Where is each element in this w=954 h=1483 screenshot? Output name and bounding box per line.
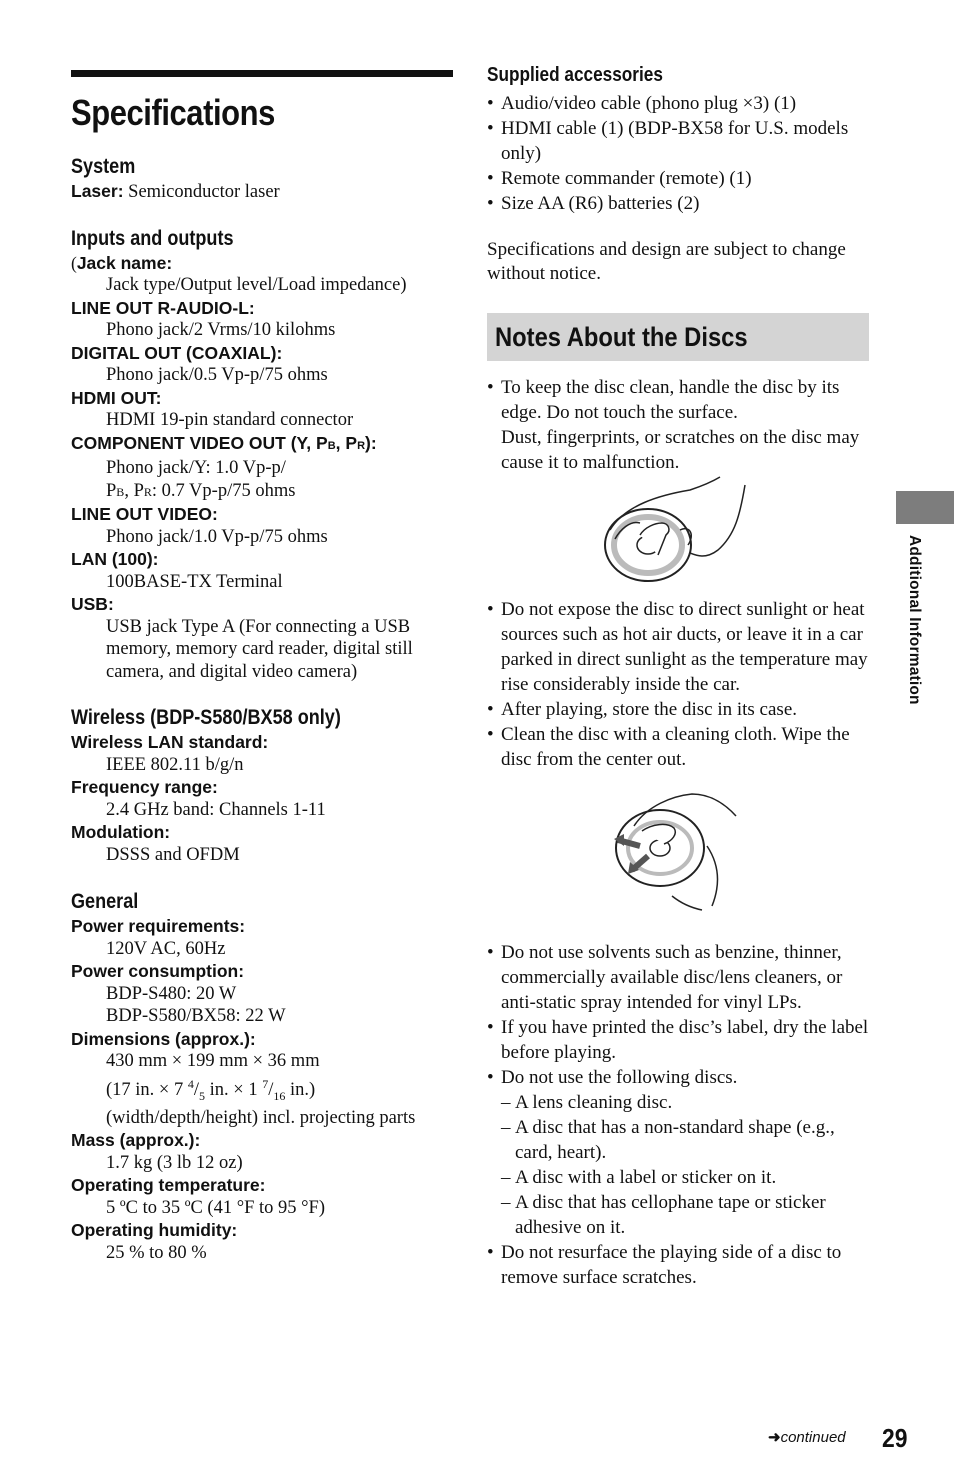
- disc-handling-illustration: [600, 475, 750, 587]
- usb-value: USB jack Type A (For connecting a USB memory, memory card reader, digital still camera, and digital video camera): [106, 616, 413, 682]
- modulation-value: DSSS and OFDM: [106, 844, 240, 865]
- accessories-list: [487, 91, 869, 216]
- system-heading: System: [71, 155, 136, 178]
- title-rule: [71, 70, 453, 77]
- dimensions-label: Dimensions (approx.):: [71, 1028, 256, 1049]
- accessories-heading: Supplied accessories: [487, 64, 663, 86]
- hdmi-out-label: HDMI OUT:: [71, 387, 162, 408]
- frequency-value: 2.4 GHz band: Channels 1-11: [106, 799, 326, 820]
- wireless-standard-value: IEEE 802.11 b/g/n: [106, 754, 244, 775]
- io-section: [71, 226, 453, 684]
- wireless-section: [71, 705, 453, 866]
- note-item: • To keep the disc clean, handle the disc by its edge. Do not touch the surface.: [487, 375, 869, 425]
- page-number: 29: [882, 1423, 908, 1453]
- note-item: • If you have printed the disc’s label, dry the label before playing.: [487, 1015, 869, 1065]
- dimensions-value-3: (width/depth/height) incl. projecting parts: [106, 1107, 416, 1128]
- line-out-audio-value: Phono jack/2 Vrms/10 kilohms: [106, 320, 336, 340]
- component-value-rest: : 0.7 Vp-p/75 ohms: [151, 480, 296, 501]
- note-item: • Do not resurface the playing side of a disc to remove surface scratches.: [487, 1240, 869, 1290]
- dim-sup-2: 7: [262, 1076, 269, 1091]
- arrow-right-icon: ➜: [768, 1429, 781, 1446]
- io-legend: [71, 252, 453, 275]
- dim-slash-2: /: [268, 1079, 274, 1100]
- mass-label: Mass (approx.):: [71, 1130, 201, 1151]
- continued-marker: [768, 1428, 846, 1446]
- notes-list-2: [487, 597, 869, 772]
- dim-part-b: in. × 1: [205, 1079, 263, 1100]
- component-label-mid: , P: [335, 432, 358, 453]
- component-label-b: B: [327, 439, 336, 452]
- note-subitem: – A disc that has a non-standard shape (e.g., card, heart).: [487, 1115, 869, 1165]
- note-item: • Do not use the following discs.: [487, 1065, 869, 1090]
- dim-part-a: (17 in. × 7: [106, 1079, 188, 1100]
- digital-out-label: DIGITAL OUT (COAXIAL):: [71, 342, 283, 363]
- disc-cleaning-illustration: [612, 786, 742, 914]
- io-legend-label: Jack name:: [76, 252, 173, 273]
- general-section: [71, 889, 453, 1264]
- modulation-label: Modulation:: [71, 822, 171, 842]
- component-pr: , P: [124, 480, 144, 501]
- continued-text: continued: [780, 1429, 846, 1446]
- component-pb-sub: B: [116, 484, 125, 499]
- power-req-value: 120V AC, 60Hz: [106, 938, 226, 959]
- accessory-item: • HDMI cable (1) (BDP-BX58 for U.S. models only): [487, 116, 869, 166]
- note-item: • Do not expose the disc to direct sunlight or heat sources such as hot air ducts, or leave it in a car parked in direct sunlight as the temperature may rise considerably inside the car.: [487, 597, 869, 697]
- line-out-video-label: LINE OUT VIDEO:: [71, 504, 218, 524]
- op-hum-value: 25 % to 80 %: [106, 1242, 207, 1263]
- digital-out-value: Phono jack/0.5 Vp-p/75 ohms: [106, 365, 328, 385]
- io-heading: Inputs and outputs: [71, 226, 234, 250]
- note-item: • After playing, store the disc in its case.: [487, 697, 869, 722]
- frequency-label: Frequency range:: [71, 777, 218, 797]
- notes-list-1: [487, 375, 869, 425]
- op-temp-value: 5 ºC to 35 ºC (41 °F to 95 °F): [106, 1197, 326, 1218]
- system-section: [71, 154, 453, 204]
- wireless-standard-label: Wireless LAN standard:: [71, 732, 269, 752]
- accessory-item: • Audio/video cable (phono plug ×3) (1): [487, 91, 869, 116]
- specifications-column: [71, 70, 453, 1264]
- power-req-label: Power requirements:: [71, 916, 246, 936]
- general-heading: General: [71, 890, 139, 913]
- laser-value: Semiconductor laser: [123, 182, 280, 202]
- note-item: • Clean the disc with a cleaning cloth. Wipe the disc from the center out.: [487, 722, 869, 772]
- lan-value: 100BASE-TX Terminal: [106, 571, 283, 592]
- component-pr-sub: R: [143, 484, 152, 499]
- dim-slash-1: /: [193, 1079, 199, 1100]
- section-side-label: [899, 535, 923, 725]
- note-subitem: – A disc with a label or sticker on it.: [487, 1165, 869, 1190]
- component-label-end: ):: [365, 432, 377, 453]
- mass-value: 1.7 kg (3 lb 12 oz): [106, 1152, 243, 1173]
- notes-list-3: [487, 940, 869, 1290]
- component-label: [71, 432, 453, 458]
- accessory-item: • Remote commander (remote) (1): [487, 166, 869, 191]
- io-legend-paren: (: [71, 252, 77, 273]
- notes-heading: Notes About the Discs: [495, 322, 748, 352]
- note-item: • Do not use solvents such as benzine, thinner, commercially available disc/lens cleaners, or anti-static spray intended for vinyl LPs.: [487, 940, 869, 1015]
- op-temp-label: Operating temperature:: [71, 1175, 266, 1196]
- component-pb: P: [106, 480, 117, 501]
- note-item-continuation: Dust, fingerprints, or scratches on the disc may cause it to malfunction.: [501, 427, 860, 473]
- dim-part-c: in.): [285, 1079, 316, 1100]
- laser-label: Laser:: [71, 181, 124, 201]
- section-side-label-text: Additional Information: [906, 535, 923, 705]
- lan-label: LAN (100):: [71, 549, 159, 569]
- io-legend-desc: Jack type/Output level/Load impedance): [106, 275, 407, 295]
- page-title: Specifications: [71, 92, 275, 133]
- laser-spec: [71, 180, 453, 204]
- usb-label: USB:: [71, 594, 114, 614]
- dimensions-value-2: [71, 1073, 453, 1107]
- line-out-audio-label: LINE OUT R-AUDIO-L:: [71, 297, 255, 318]
- power-cons-value-1: BDP-S480: 20 W: [106, 983, 237, 1004]
- power-cons-label: Power consumption:: [71, 961, 245, 981]
- dim-sub-1: 5: [199, 1088, 205, 1103]
- dim-sup-1: 4: [187, 1076, 194, 1091]
- hdmi-out-value: HDMI 19-pin standard connector: [106, 410, 354, 430]
- note-subitem: – A lens cleaning disc.: [487, 1090, 869, 1115]
- component-label-r: R: [357, 439, 366, 452]
- power-cons-value-2: BDP-S580/BX58: 22 W: [106, 1006, 286, 1026]
- component-value-2: [71, 480, 453, 504]
- component-value-1: Phono jack/Y: 1.0 Vp-p/: [106, 458, 286, 478]
- line-out-video-value: Phono jack/1.0 Vp-p/75 ohms: [106, 526, 328, 547]
- accessory-item: • Size AA (R6) batteries (2): [487, 191, 869, 216]
- specs-notice: Specifications and design are subject to change without notice.: [487, 239, 846, 284]
- dim-sub-2: 16: [273, 1088, 286, 1103]
- dimensions-value-1: 430 mm × 199 mm × 36 mm: [106, 1051, 320, 1071]
- op-hum-label: Operating humidity:: [71, 1220, 238, 1241]
- notes-heading-box: [487, 313, 869, 361]
- section-tab-marker: [896, 491, 954, 524]
- component-label-text: COMPONENT VIDEO OUT (Y, P: [71, 432, 328, 453]
- note-subitem: – A disc that has cellophane tape or sticker adhesive on it.: [487, 1190, 869, 1240]
- accessories-notes-column: [487, 62, 869, 1290]
- wireless-heading: Wireless (BDP-S580/BX58 only): [71, 706, 341, 729]
